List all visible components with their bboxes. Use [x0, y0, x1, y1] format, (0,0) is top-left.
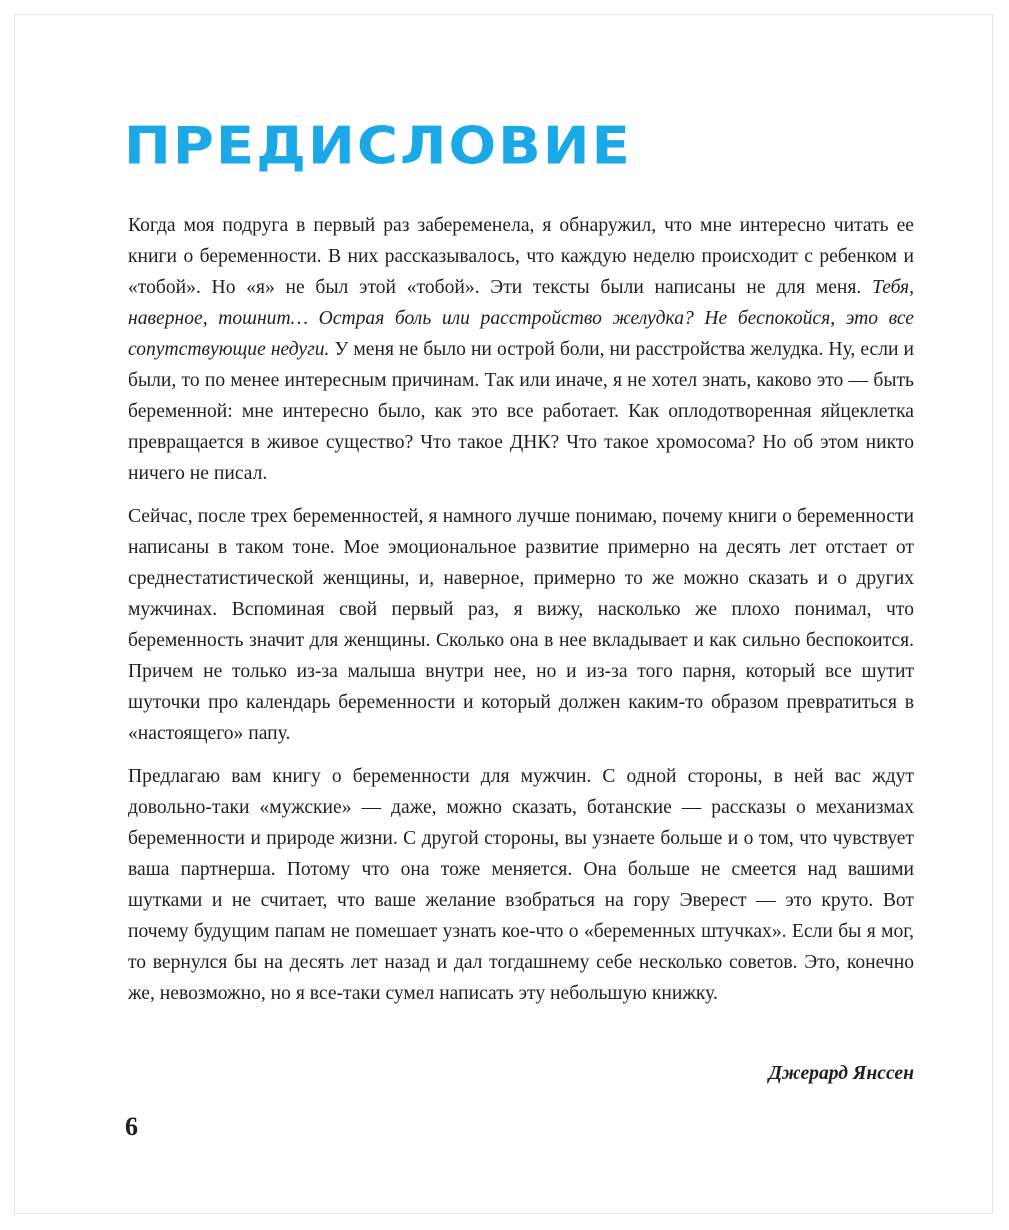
paragraph-3: Предлагаю вам книгу о беременности для мужчин. С одной стороны, в ней вас ждут довольно-таки «мужские» — даже, можно сказать, ботанские — рассказы о механизмах беременности и природе жизни. С другой стороны, вы узнаете больше и о том, что чувствует ваша партнерша. Потому что она тоже меняется. Она больше не смеется над вашими шутками и не считает, что ваше желание взобраться на гору Эверест — это круто. Вот почему будущим папам не помешает узнать кое-что о «беременных штучках». Если бы я мог, то вернулся бы на десять лет назад и дал тогдашнему себе несколько советов. Это, конечно же, невозможно, но я все-таки сумел написать эту небольшую книжку.: [128, 766, 914, 1004]
author-signature: Джерард Янссен: [768, 1063, 914, 1084]
paragraph-1-text-a: Когда моя подруга в первый раз забеременела, я обнаружил, что мне интересно читать ее книги о беременности. В них рассказывалось, что каждую неделю происходит с ребенком и «тобой». Но «я» не был этой «тобой». Эти тексты были написаны не для меня.: [128, 215, 914, 298]
body-text: [128, 210, 914, 1021]
paragraph-1: [128, 210, 914, 489]
paragraph-2: Сейчас, после трех беременностей, я намного лучше понимаю, почему книги о беременности написаны в таком тоне. Мое эмоциональное развитие примерно на десять лет отстает от среднестатистической женщины, и, наверное, примерно то же можно сказать и о других мужчинах. Вспоминая свой первый раз, я вижу, насколько же плохо понимал, что беременность значит для женщины. Сколько она в нее вкладывает и как сильно беспокоится. Причем не только из-за малыша внутри нее, но и из-за того парня, который все шутит шуточки про календарь беременности и который должен каким-то образом превратиться в «настоящего» папу.: [128, 506, 914, 744]
paragraph-1-italic: Тебя, наверное, тошнит… Острая боль или расстройство желудка? Не беспокойся, это все сопутствующие недуги.: [128, 277, 914, 360]
paragraph-1-text-b: У меня не было ни острой боли, ни расстройства желудка. Ну, если и были, то по менее интересным причинам. Так или иначе, я не хотел знать, каково это — быть беременной: мне интересно было, как это все работает. Как оплодотворенная яйцеклетка превращается в живое существо? Что такое ДНК? Что такое хромосома? Но об этом никто ничего не писал.: [128, 339, 914, 484]
page-number: 6: [125, 1112, 138, 1141]
page-title: ПРЕДИСЛОВИЕ: [124, 116, 632, 177]
